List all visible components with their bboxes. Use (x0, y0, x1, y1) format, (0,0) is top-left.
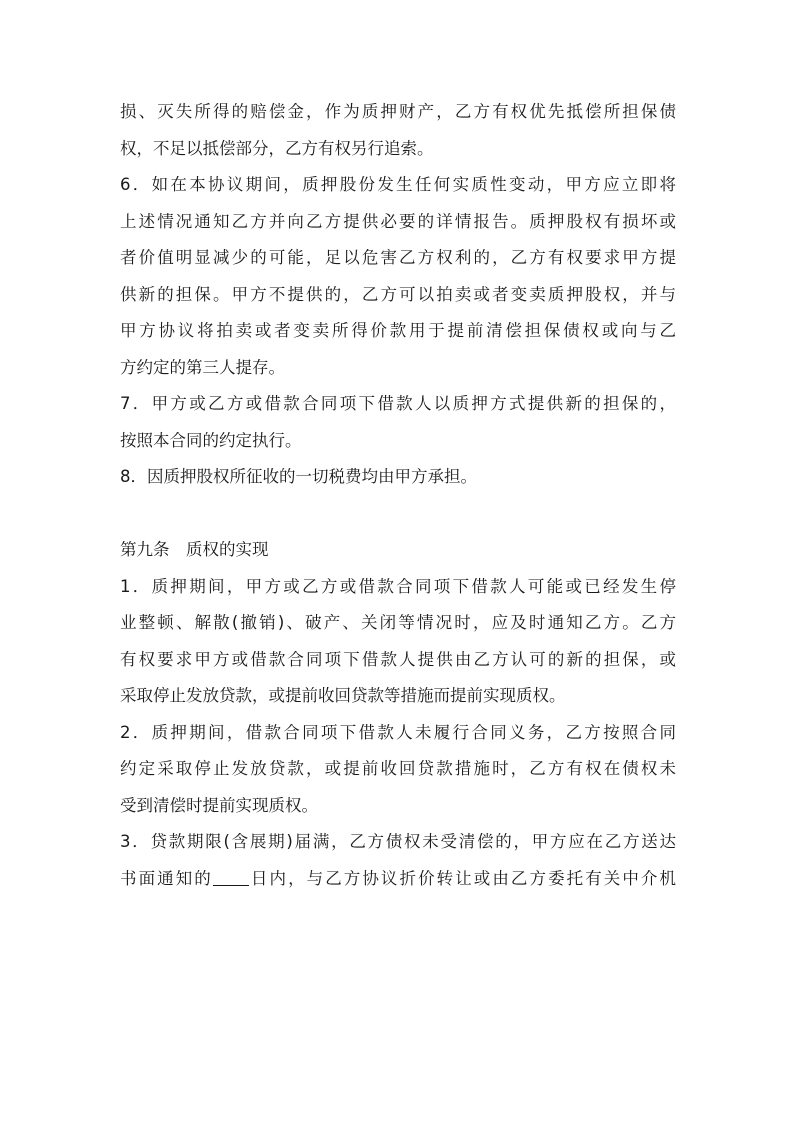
clause-3-line: 3．贷款期限(含展期)届满，乙方债权未受清偿的，甲方应在乙方送达 (120, 832, 676, 851)
fill-in-blank (213, 867, 249, 886)
text-line: 约定采取停止发放贷款，或提前收回贷款措施时，乙方有权在债权未 (120, 759, 676, 778)
section-gap (120, 496, 676, 533)
clause-7-line: 7．甲方或乙方或借款合同项下借款人以质押方式提供新的担保的， (120, 394, 676, 413)
text-line: 受到清偿时提前实现质权。 (120, 795, 318, 815)
text-line: 权，不足以抵偿部分，乙方有权另行追索。 (120, 138, 434, 158)
text-line: 采取停止发放贷款，或提前收回贷款等措施而提前实现质权。 (120, 686, 566, 705)
clause-8-line: 8．因质押股权所征收的一切税费均由甲方承担。 (120, 467, 477, 486)
text-line-with-blank (120, 861, 676, 898)
text-segment: 书面通知的 (120, 868, 213, 888)
clause-2-line: 2．质押期间，借款合同项下借款人未履行合同义务，乙方按照合同 (120, 722, 676, 742)
clause-6-line: 6．如在本协议期间，质押股份发生任何实质性变动，甲方应立即将 (120, 175, 676, 194)
text-line: 者价值明显减少的可能，足以危害乙方权利的，乙方有权要求甲方提 (120, 248, 676, 267)
section-heading: 第九条 质权的实现 (120, 540, 269, 559)
text-line: 供新的担保。甲方不提供的，乙方可以拍卖或者变卖质押股权，并与 (120, 284, 676, 304)
text-line: 业整顿、解散(撤销)、破产、关闭等情况时，应及时通知乙方。乙方 (120, 613, 676, 632)
text-line: 有权要求甲方或借款合同项下借款人提供由乙方认可的新的担保，或 (120, 649, 676, 669)
text-line: 损、灭失所得的赔偿金，作为质押财产，乙方有权优先抵偿所担保债 (120, 102, 676, 121)
text-line: 方约定的第三人提存。 (120, 357, 285, 377)
text-segment: 日内，与乙方协议折价转让或由乙方委托有关中介机 (248, 868, 677, 888)
document-body (120, 94, 676, 897)
text-line: 上述情况通知乙方并向乙方提供必要的详情报告。质押股权有损坏或 (120, 211, 676, 231)
clause-1-line: 1．质押期间，甲方或乙方或借款合同项下借款人可能或已经发生停 (120, 576, 676, 596)
text-line: 按照本合同的约定执行。 (120, 430, 302, 450)
text-line: 甲方协议将拍卖或者变卖所得价款用于提前清偿担保债权或向与乙 (120, 321, 676, 340)
